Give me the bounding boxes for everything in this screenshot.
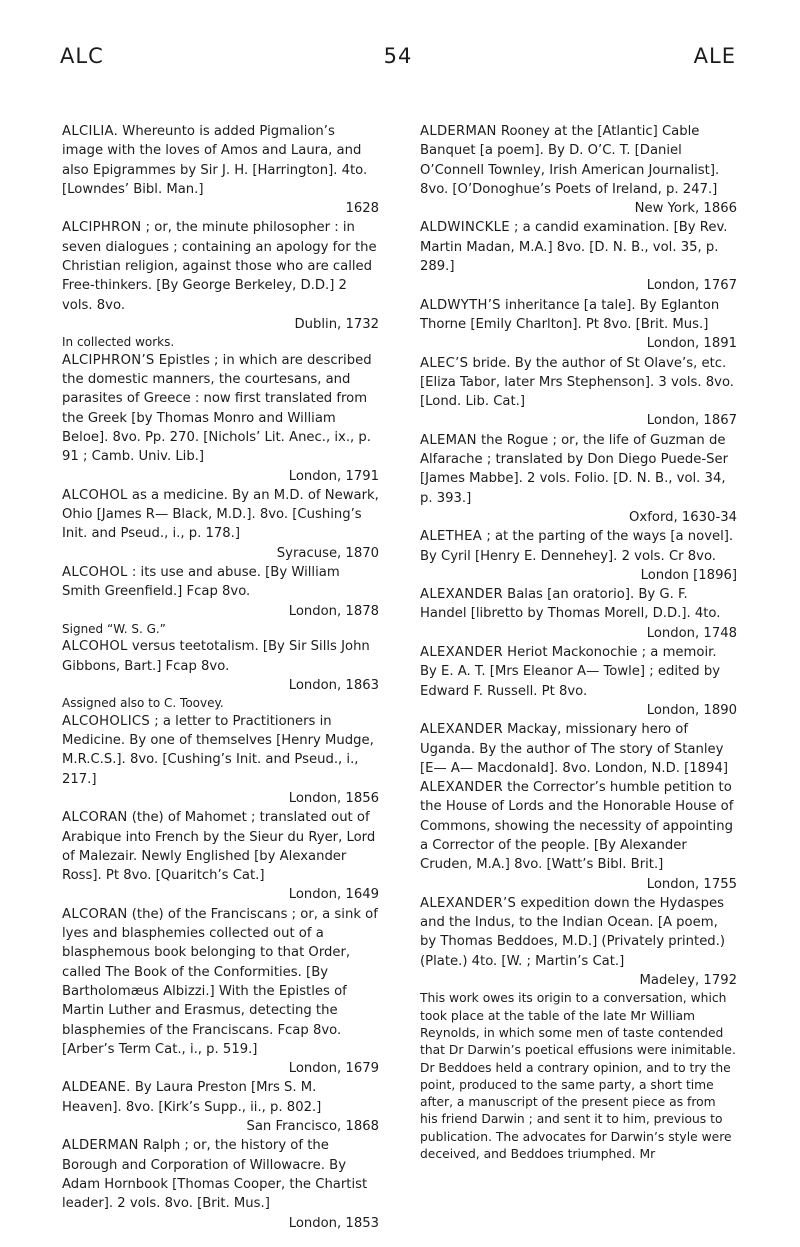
entry — [62, 808, 379, 904]
entry-headword: ALETHEA — [420, 529, 483, 545]
entry-headword: ALEXANDER — [420, 780, 503, 796]
entry-headword: ALDERMAN — [62, 1138, 139, 1154]
entry-body: as a medicine. By an M.D. of Newark, Ohio [James R— Black, M.D.]. 8vo. [Cushing’s Init. and Pseud., i., p. 178.] — [62, 487, 379, 542]
running-head — [60, 44, 736, 72]
entry-body: By Laura Preston [Mrs S. M. Heaven]. 8vo. [Kirk’s Supp., ii., p. 802.] — [62, 1080, 322, 1115]
entry-imprint: Syracuse, 1870 — [276, 545, 379, 561]
entry-headword: ALEC’S — [420, 355, 469, 371]
entry-body: the Corrector’s humble petition to the House of Lords and the Honorable House of Commons, showing the necessity of appointing a Corrector of the people. [By Alexander Cruden, M.A.] 8vo. [Watt’s Bibl. Brit.] — [420, 780, 734, 873]
entry-imprint: London, 1891 — [646, 336, 737, 352]
entry-imprint: London, 1767 — [646, 278, 737, 294]
entry-body: ; at the parting of the ways [a novel]. By Cyril [Henry E. Dennehey]. 2 vols. Cr 8vo. — [420, 529, 734, 564]
entry — [62, 712, 379, 808]
entry-headword: ALDWYTH’S — [420, 297, 501, 313]
entry-body: Whereunto is added Pigmalion’s image with the loves of Amos and Laura, and also Epigrammes by Sir J. H. [Harrington]. 4to. [Lowndes’ Bibl. Man.] — [62, 124, 368, 197]
entry — [420, 720, 737, 778]
entry-body: Epistles ; in which are described the domestic manners, the courtesans, and parasites of Greece : now first translated from the Greek [by Thomas Monro and William Beloe]. 8vo. Pp. 270. [Nichols’ Lit. Anec., ix., p. 91 ; Camb. Univ. Lib.] — [62, 352, 372, 465]
entry-body: ; a candid examination. [By Rev. Martin Madan, M.A.] 8vo. [D. N. B., vol. 35, p. 289.] — [420, 220, 728, 275]
entry-body: Rooney at the [Atlantic] Cable Banquet [a poem]. By D. O’C. T. [Daniel O’Connell Townley, Irish American Journalist]. 8vo. [O’Donoghue’s Poets of Ireland, p. 247.] — [420, 124, 720, 197]
entry — [420, 643, 737, 720]
entry — [62, 563, 379, 637]
entry — [420, 218, 737, 295]
entry-headword: ALDWINCKLE — [420, 220, 510, 236]
entry — [62, 1078, 379, 1136]
entry — [62, 351, 379, 486]
entry — [420, 778, 737, 894]
entry — [420, 894, 737, 990]
entry-imprint: London, 1791 — [288, 468, 379, 484]
entry-imprint: Oxford, 1630-34 — [629, 509, 737, 525]
entry — [62, 122, 379, 218]
entry — [62, 486, 379, 563]
entry-imprint: San Francisco, 1868 — [246, 1119, 379, 1135]
entry-imprint: London, 1863 — [288, 678, 379, 694]
entry-headword: ALCOHOL — [62, 565, 128, 581]
entry — [420, 296, 737, 354]
left-column — [62, 122, 379, 1233]
entry — [62, 218, 379, 350]
entry-imprint: New York, 1866 — [634, 201, 737, 217]
entry — [420, 527, 737, 585]
entry-headword: ALEXANDER — [420, 645, 503, 661]
entry-headword: ALCORAN — [62, 810, 128, 826]
entry-headword: ALEXANDER — [420, 722, 503, 738]
entry — [62, 905, 379, 1079]
entry — [420, 354, 737, 431]
entry-body: Heriot Mackonochie ; a memoir. By E. A. T. [Mrs Eleanor A— Towle] ; edited by Edward F. Russell. Pt 8vo. — [420, 645, 721, 699]
entry-imprint: London, 1853 — [288, 1215, 379, 1231]
header-right: ALE — [693, 44, 736, 68]
entry-imprint: London, 1649 — [288, 887, 379, 903]
entry-headword: ALEXANDER — [420, 587, 503, 603]
closing-note: This work owes its origin to a conversation, which took place at the table of the late Mr William Reynolds, in which some men of taste contended that Dr Darwin’s poetical effusions were inimitable. Dr Beddoes held a contrary opinion, and to try the point, produced to the same party, a short time after, a manuscript of the present piece as from his friend Darwin ; and sent it to him, previous to publication. The advocates for Darwin’s style were deceived, and Beddoes triumphed. Mr — [420, 991, 736, 1162]
entry-headword: ALEXANDER’S — [420, 895, 517, 911]
entry-headword: ALCOHOL — [62, 487, 128, 503]
entry-body: bride. By the author of St Olave’s, etc. [Eliza Tabor, later Mrs Stephenson]. 3 vols. 8vo. [Lond. Lib. Cat.] — [420, 355, 734, 410]
entry-body: Ralph ; or, the history of the Borough and Corporation of Willowacre. By Adam Hornbook [Thomas Cooper, the Chartist leader]. 2 vols. 8vo. [Brit. Mus.] — [62, 1138, 368, 1212]
entry-imprint: London [1896] — [640, 567, 737, 583]
entry-body: inheritance [a tale]. By Eglanton Thorne [Emily Charlton]. Pt 8vo. [Brit. Mus.] — [420, 297, 720, 332]
entry — [420, 122, 737, 218]
entry-body: ; or, the minute philosopher : in seven dialogues ; containing an apology for the Christian religion, against those who are called Free-thinkers. [By George Berkeley, D.D.] 2 vols. 8vo. — [62, 220, 377, 313]
entry-body: Mackay, missionary hero of Uganda. By the author of The story of Stanley [E— A— Macdonald]. 8vo. London, N.D. [1894] — [420, 722, 728, 776]
entry-imprint: London, 1748 — [646, 625, 737, 641]
entry-imprint: London, 1755 — [646, 876, 737, 892]
entry-body: : its use and abuse. [By William Smith Greenfield.] Fcap 8vo. — [62, 565, 340, 600]
entry-imprint: Dublin, 1732 — [294, 316, 379, 332]
entry-headword: ALCIPHRON — [62, 220, 142, 236]
entry-note: In collected works. — [62, 335, 175, 350]
entry-body: versus teetotalism. [By Sir Sills John Gibbons, Bart.] Fcap 8vo. — [62, 639, 370, 674]
entry-body: expedition down the Hydaspes and the Indus, to the Indian Ocean. [A poem, by Thomas Beddoes, M.D.] (Privately printed.) (Plate.) 4to. [W. ; Martin’s Cat.] — [420, 895, 726, 969]
entry-headword: ALCOHOL — [62, 639, 128, 655]
entry-imprint: Madeley, 1792 — [639, 973, 737, 989]
entry — [420, 585, 737, 643]
entry-imprint: London, 1878 — [288, 603, 379, 619]
entry — [62, 1136, 379, 1232]
entry-headword: ALCORAN — [62, 906, 128, 922]
header-left: ALC — [60, 44, 104, 68]
entry-headword: ALCILIA. — [62, 124, 119, 139]
entry-headword: ALEMAN — [420, 432, 477, 448]
entry-note: Signed “W. S. G.” — [62, 621, 166, 636]
entry-body: Balas [an oratorio]. By G. F. Handel [libretto by Thomas Morell, D.D.]. 4to. — [420, 587, 721, 622]
entry-headword: ALCIPHRON’S — [62, 352, 155, 368]
entry-imprint: London, 1679 — [288, 1061, 379, 1077]
entry-note: Assigned also to C. Toovey. — [62, 696, 224, 711]
entry-body: the Rogue ; or, the life of Guzman de Alfarache ; translated by Don Diego Puede-Ser [James Mabbe]. 2 vols. Folio. [D. N. B., vol. 34, p. 393.] — [420, 432, 729, 506]
entry-headword: ALDERMAN — [420, 124, 497, 139]
entry-imprint: 1628 — [345, 201, 379, 217]
right-entries — [420, 122, 737, 990]
entry — [62, 637, 379, 711]
entry-imprint: London, 1856 — [288, 791, 379, 806]
entry-headword: ALDEANE. — [62, 1080, 131, 1096]
right-column — [420, 122, 737, 1163]
entry-imprint: London, 1890 — [646, 702, 737, 718]
entry-body: (the) of the Franciscans ; or, a sink of lyes and blasphemies collected out of a blasphemous book belonging to that Order, called The Book of the Conformities. [By Bartholomæus Albizzi.] With the Epistles of Martin Luther and Erasmus, detecting the blasphemies of the Franciscans. Fcap 8vo. [Arber’s Term Cat., i., p. 519.] — [62, 906, 378, 1057]
entry — [420, 431, 737, 527]
entry-imprint: London, 1867 — [646, 413, 737, 429]
entry-body: ; a letter to Practitioners in Medicine. By one of themselves [Henry Mudge, M.R.C.S.]. 8vo. [Cushing’s Init. and Pseud., i., 217.] — [62, 713, 374, 787]
entry-headword: ALCOHOLICS — [62, 713, 151, 729]
page-number: 54 — [383, 44, 413, 68]
entry-body: (the) of Mahomet ; translated out of Arabique into French by the Sieur du Ryer, Lord of Malezair. Newly Englished [by Alexander Ross]. Pt 8vo. [Quaritch’s Cat.] — [62, 810, 376, 884]
